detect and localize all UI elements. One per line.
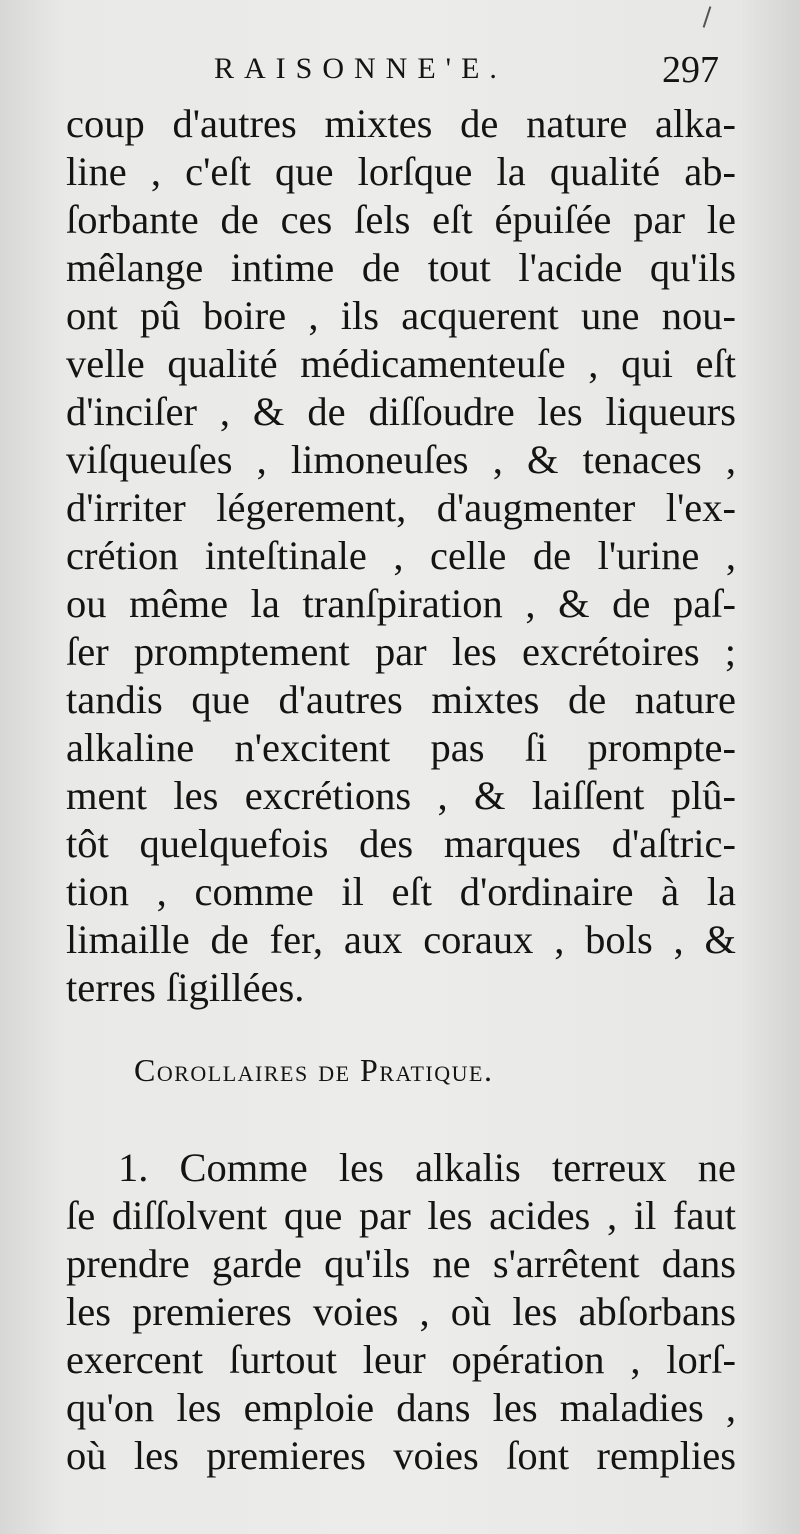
running-title: RAISONNE'E. [214, 52, 507, 85]
text-line: ſe diſſolvent que par les acides , il faut [66, 1193, 736, 1238]
text-line: tandis que d'autres mixtes de nature [66, 677, 736, 722]
text-line: crétion inteſtinale , celle de l'urine , [66, 533, 736, 578]
section-heading: Corollaires de Pratique. [134, 1052, 494, 1088]
text-line: exercent ſurtout leur opération , lorſ- [66, 1337, 736, 1382]
page-number: 297 [662, 49, 719, 91]
text-line: ſer promptement par les excrétoires ; [66, 629, 736, 674]
text-line: d'irriter légerement, d'augmenter l'ex- [66, 485, 736, 530]
text-line: tôt quelquefois des marques d'aſtric- [66, 821, 736, 866]
text-line: ont pû boire , ils acquerent une nou- [66, 293, 736, 338]
text-line: ou même la tranſpiration , & de paſ- [66, 581, 736, 626]
text-line: limaille de fer, aux coraux , bols , & [66, 917, 736, 962]
text-line: alkaline n'excitent pas ſi prompte- [66, 725, 736, 770]
page-mark [703, 6, 712, 28]
text-line: où les premieres voies ſont remplies [66, 1433, 736, 1478]
text-line: 1. Comme les alkalis terreux ne [118, 1145, 736, 1190]
text-line: tion , comme il eſt d'ordinaire à la [66, 869, 736, 914]
text-line: velle qualité médicamenteuſe , qui eſt [66, 341, 736, 386]
text-line: coup d'autres mixtes de nature alka- [66, 101, 736, 146]
text-line: ment les excrétions , & laiſſent plû- [66, 773, 736, 818]
running-head [0, 48, 800, 98]
text-line: prendre garde qu'ils ne s'arrêtent dans [66, 1241, 736, 1286]
text-line: terres ſigillées. [66, 965, 305, 1010]
text-line: ſorbante de ces ſels eſt épuiſée par le [66, 197, 736, 242]
text-line: d'inciſer , & de diſſoudre les liqueurs [66, 389, 736, 434]
text-line: qu'on les emploie dans les maladies , [66, 1385, 736, 1430]
text-line: line , c'eſt que lorſque la qualité ab- [66, 149, 736, 194]
text-line: les premieres voies , où les abſorbans [66, 1289, 736, 1334]
text-line: viſqueuſes , limoneuſes , & tenaces , [66, 437, 736, 482]
text-line: mêlange intime de tout l'acide qu'ils [66, 245, 736, 290]
